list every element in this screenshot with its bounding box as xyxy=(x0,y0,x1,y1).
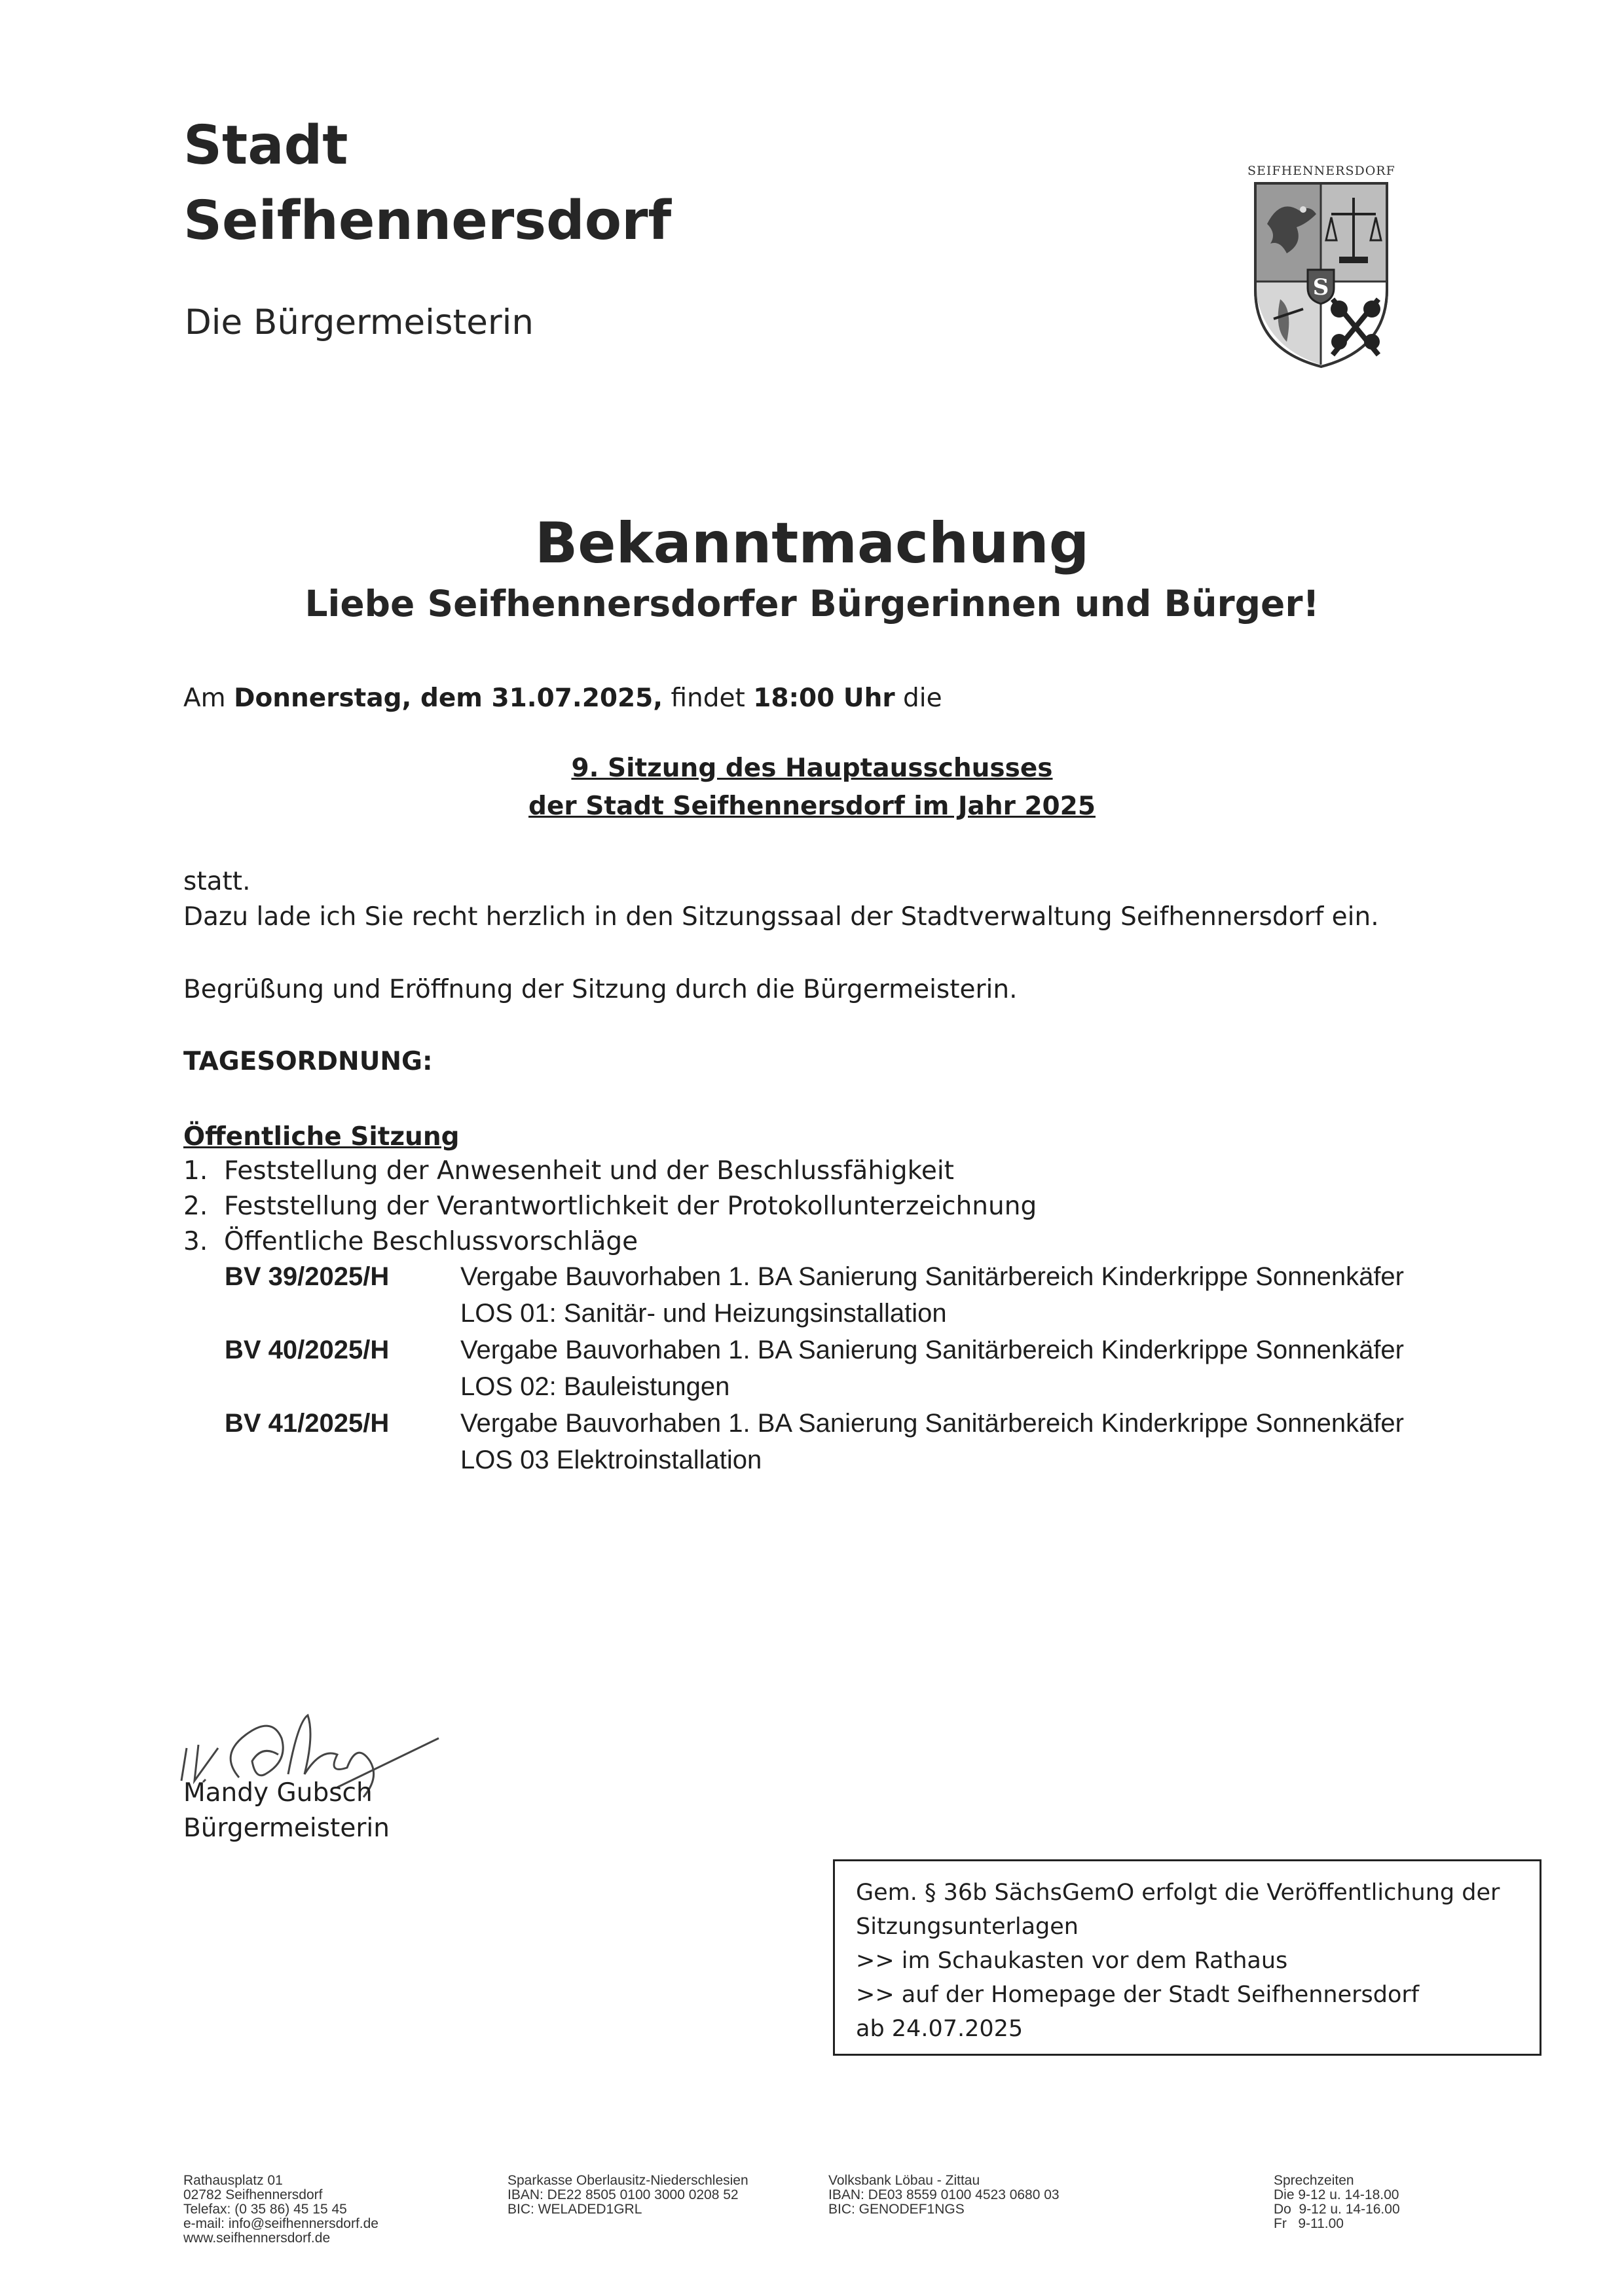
notice-line: ab 24.07.2025 xyxy=(856,2016,1024,2042)
city-name-line2: Seifhennersdorf xyxy=(183,190,672,252)
footer-address xyxy=(183,2174,378,2246)
svg-text:S: S xyxy=(1312,274,1329,301)
proposal-line1: Vergabe Bauvorhaben 1. BA Sanierung Sanitärbereich Kinderkrippe Sonnenkäfer xyxy=(460,1336,1404,1364)
footer-bank-bic: BIC: WELADED1GRL xyxy=(507,2202,642,2217)
notice-line: Sitzungsunterlagen xyxy=(856,1914,1079,1940)
coat-of-arms-label: SEIFHENNERSDORF xyxy=(1247,164,1395,178)
intro-middle: findet xyxy=(663,683,754,713)
signatory-role: Bürgermeisterin xyxy=(183,1813,390,1843)
proposal-code: BV 41/2025/H xyxy=(225,1409,390,1438)
footer-hours-heading: Sprechzeiten xyxy=(1274,2173,1354,2188)
agenda-item-text: Feststellung der Verantwortlichkeit der Protokollunterzeichnung xyxy=(224,1192,1037,1221)
agenda-item-text: Öffentliche Beschlussvorschläge xyxy=(224,1227,638,1256)
agenda-item-number: 2. xyxy=(183,1192,208,1221)
footer-hours-line: Fr 9-11.00 xyxy=(1274,2216,1344,2231)
agenda-item-number: 1. xyxy=(183,1156,208,1186)
proposal-description xyxy=(460,1332,1404,1405)
footer-bank-name: Volksbank Löbau - Zittau xyxy=(828,2173,980,2188)
session-title-line2: der Stadt Seifhennersdorf im Jahr 2025 xyxy=(528,792,1096,821)
document-title: Bekanntmachung xyxy=(534,511,1090,576)
sender-role: Die Bürgermeisterin xyxy=(185,302,534,342)
intro-time: 18:00 Uhr xyxy=(753,683,895,713)
agenda-item xyxy=(183,1189,1037,1224)
footer-address-city: 02782 Seifhennersdorf xyxy=(183,2187,323,2202)
invite-text: Dazu lade ich Sie recht herzlich in den Sitzungssaal der Stadtverwaltung Seifhennersdorf ein. xyxy=(183,902,1379,932)
signatory-name: Mandy Gubsch xyxy=(183,1778,373,1808)
intro-day: Donnerstag, dem 31.07.2025, xyxy=(234,683,663,713)
proposal-line1: Vergabe Bauvorhaben 1. BA Sanierung Sanitärbereich Kinderkrippe Sonnenkäfer xyxy=(460,1409,1404,1438)
proposal-code: BV 40/2025/H xyxy=(225,1336,390,1364)
coat-of-arms-shield-icon xyxy=(1247,178,1395,374)
intro-before-day: Am xyxy=(183,683,234,713)
agenda-item xyxy=(183,1224,1037,1260)
footer-bank-name: Sparkasse Oberlausitz-Niederschlesien xyxy=(507,2173,748,2188)
public-session-heading: Öffentliche Sitzung xyxy=(183,1122,460,1152)
intro-after: die xyxy=(895,683,942,713)
footer-hours-line: Die 9-12 u. 14-18.00 xyxy=(1274,2187,1399,2202)
invite-paragraph xyxy=(183,864,1379,935)
footer-bank-volksbank xyxy=(828,2174,1060,2217)
publication-notice-box xyxy=(833,1859,1541,2056)
session-title xyxy=(0,750,1624,826)
agenda-list xyxy=(183,1154,1037,1260)
intro-paragraph xyxy=(183,681,942,716)
footer-bank-iban: IBAN: DE22 8505 0100 3000 0208 52 xyxy=(507,2187,739,2202)
footer-hours-line: Do 9-12 u. 14-16.00 xyxy=(1274,2202,1400,2217)
proposal-line2: LOS 03 Elektroinstallation xyxy=(460,1446,762,1474)
notice-line: >> auf der Homepage der Stadt Seifhennersdorf xyxy=(856,1982,1420,2008)
city-name-line1: Stadt xyxy=(183,115,348,177)
footer-bank-iban: IBAN: DE03 8559 0100 4523 0680 03 xyxy=(828,2187,1060,2202)
footer-address-website: www.seifhennersdorf.de xyxy=(183,2231,331,2246)
agenda-item-number: 3. xyxy=(183,1227,208,1256)
notice-line: >> im Schaukasten vor dem Rathaus xyxy=(856,1948,1288,1974)
agenda-heading: TAGESORDNUNG: xyxy=(183,1047,433,1076)
footer-office-hours xyxy=(1274,2174,1400,2231)
proposal-line2: LOS 01: Sanitär- und Heizungsinstallation xyxy=(460,1299,947,1328)
statt-text: statt. xyxy=(183,867,251,896)
agenda-item xyxy=(183,1154,1037,1189)
footer-bank-bic: BIC: GENODEF1NGS xyxy=(828,2202,965,2217)
footer-address-email: e-mail: info@seifhennersdorf.de xyxy=(183,2216,378,2231)
document-subtitle: Liebe Seifhennersdorfer Bürgerinnen und Bürger! xyxy=(304,583,1320,625)
proposal-description xyxy=(460,1405,1404,1478)
agenda-item-text: Feststellung der Anwesenheit und der Beschlussfähigkeit xyxy=(224,1156,954,1186)
greeting-text: Begrüßung und Eröffnung der Sitzung durch die Bürgermeisterin. xyxy=(183,975,1018,1004)
proposal-description xyxy=(460,1258,1404,1332)
footer-address-street: Rathausplatz 01 xyxy=(183,2173,283,2188)
footer-address-fax: Telefax: (0 35 86) 45 15 45 xyxy=(183,2202,347,2217)
proposal-line1: Vergabe Bauvorhaben 1. BA Sanierung Sanitärbereich Kinderkrippe Sonnenkäfer xyxy=(460,1262,1404,1291)
session-title-line1: 9. Sitzung des Hauptausschusses xyxy=(571,754,1053,783)
footer-bank-sparkasse xyxy=(507,2174,748,2217)
proposal-code: BV 39/2025/H xyxy=(225,1262,390,1291)
proposal-line2: LOS 02: Bauleistungen xyxy=(460,1372,730,1401)
city-name xyxy=(183,108,671,259)
notice-line: Gem. § 36b SächsGemO erfolgt die Veröffentlichung der xyxy=(856,1880,1500,1906)
signatory xyxy=(183,1776,390,1846)
coat-of-arms xyxy=(1247,164,1395,377)
